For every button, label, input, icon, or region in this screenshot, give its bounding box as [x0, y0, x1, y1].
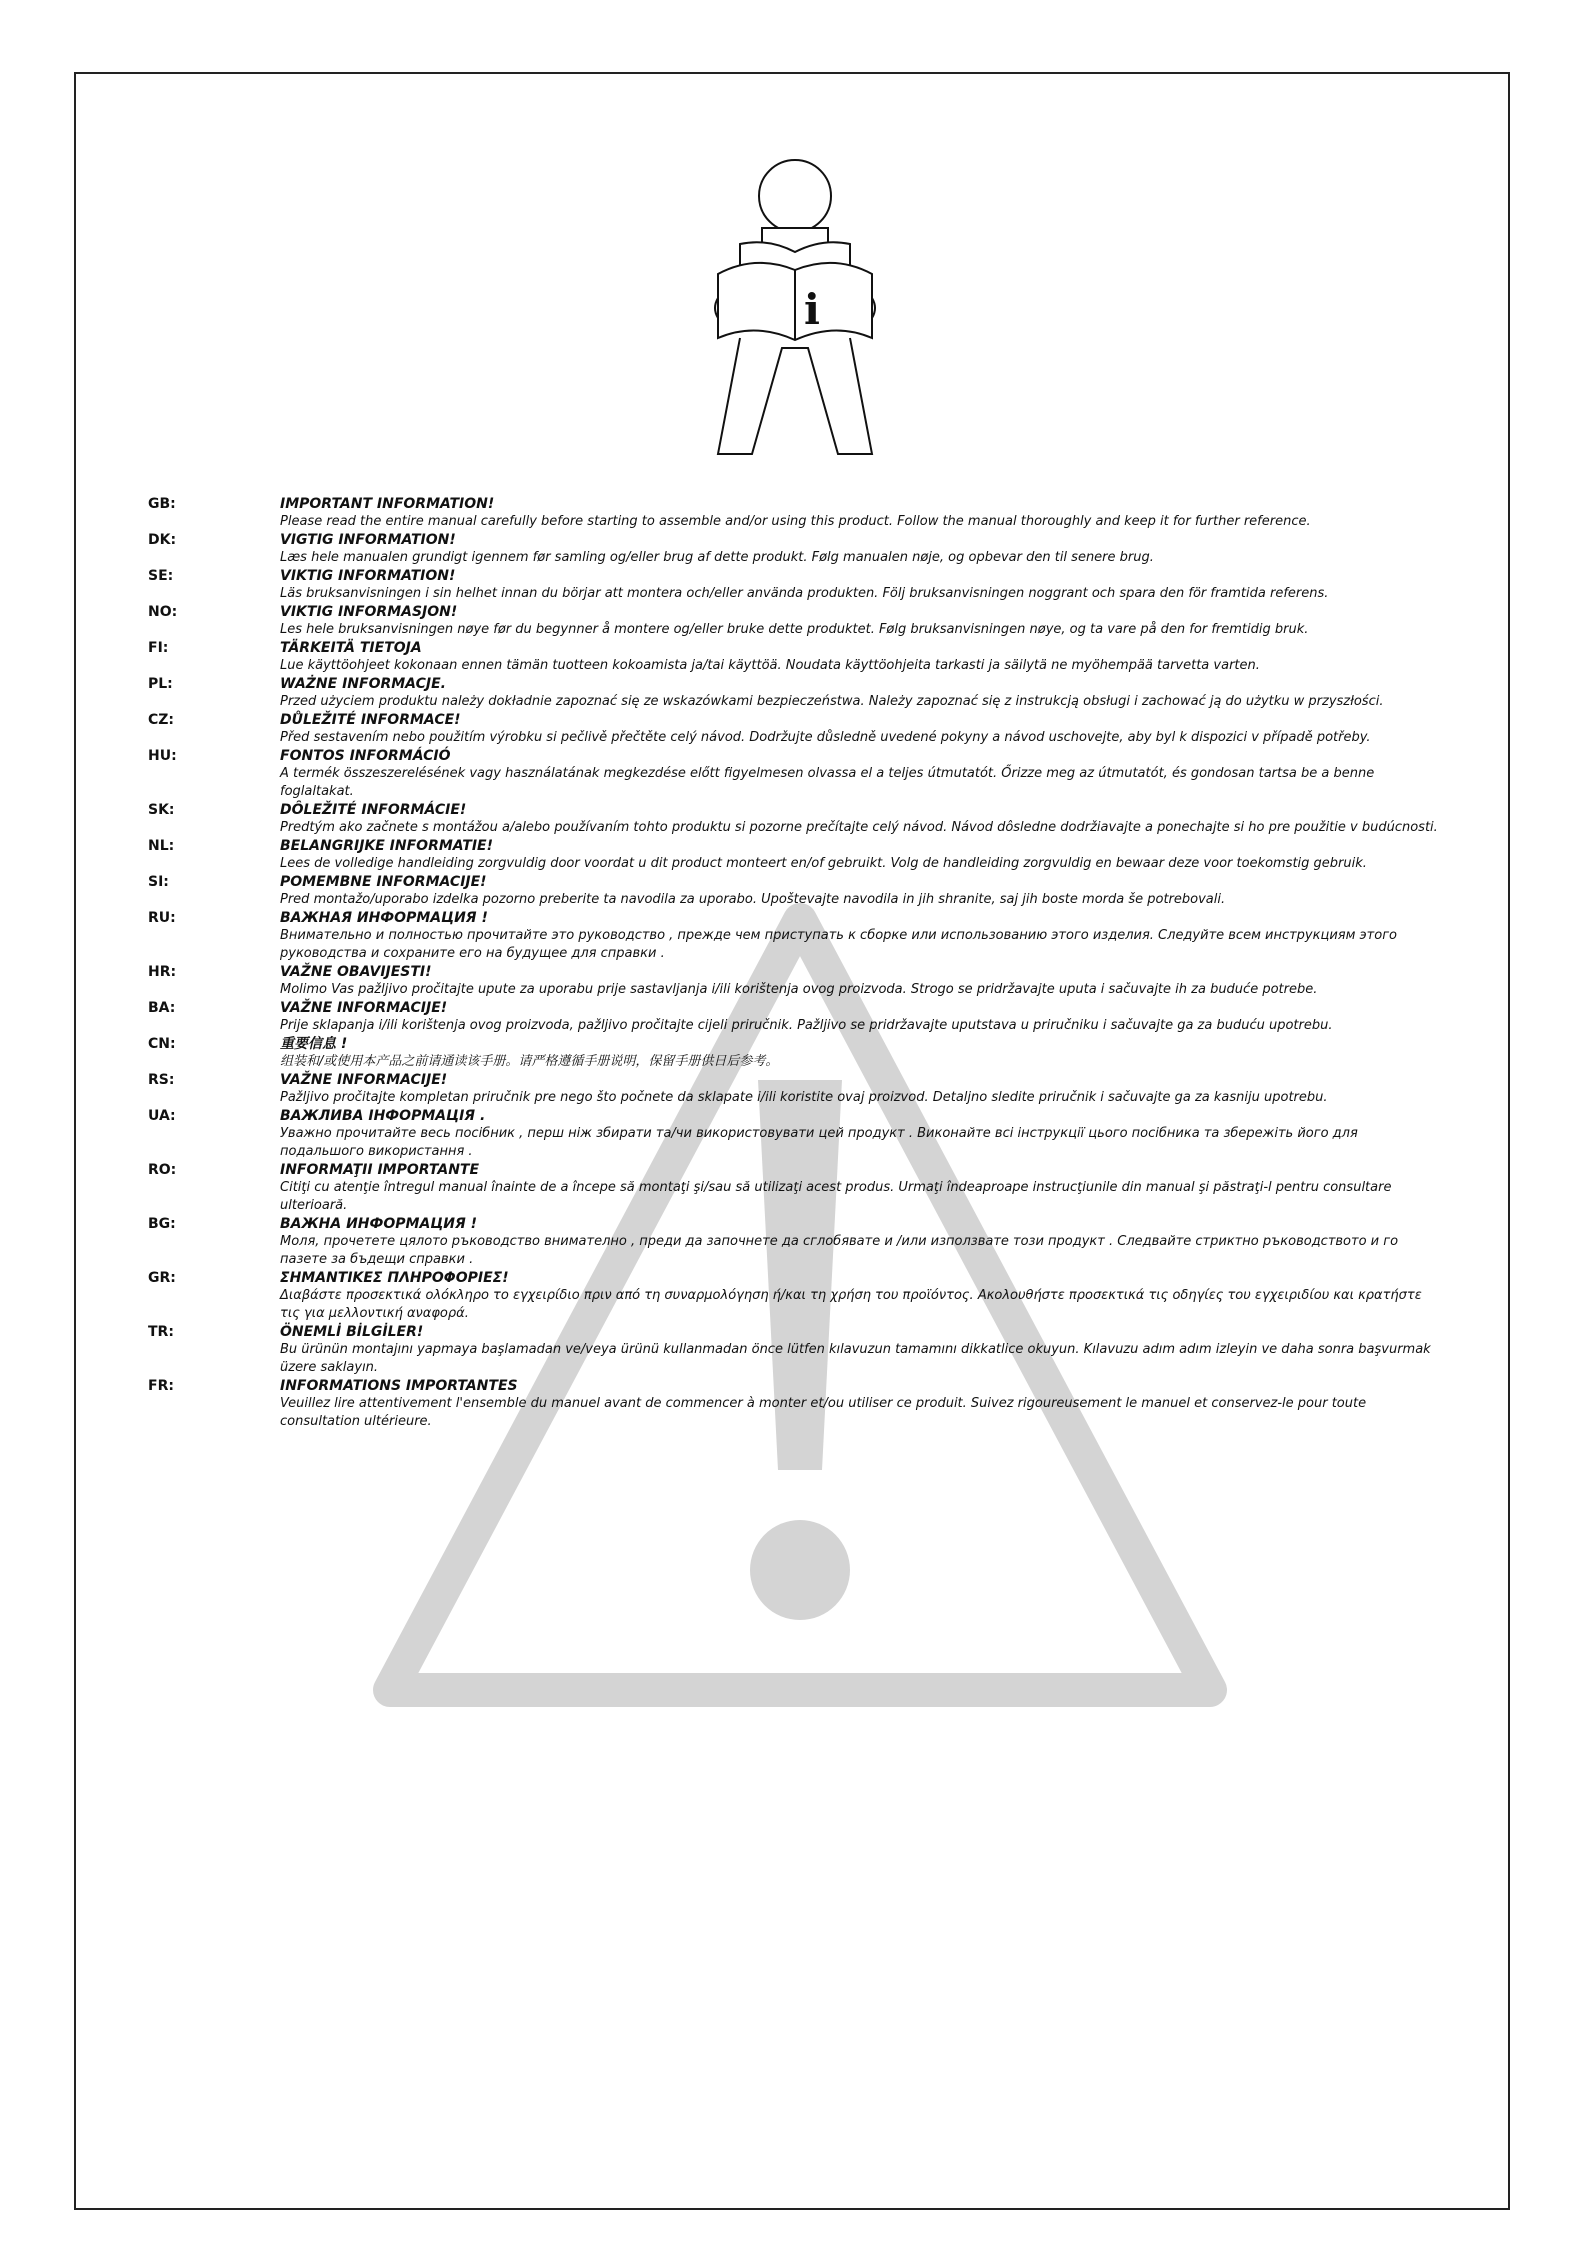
notice-text: Veuillez lire attentivement l'ensemble du manuel avant de commencer à monter et/ou utiliser ce produit. Suivez rigoureusement le manuel et conservez-le pour toute consultation ultérieure. [280, 1396, 1367, 1429]
notice-heading: FONTOS INFORMÁCIÓ [280, 748, 451, 764]
notice-body [280, 873, 1438, 909]
notice-body [280, 1269, 1438, 1323]
language-code: NL: [148, 838, 175, 854]
notice-text: Lees de volledige handleiding zorgvuldig door voordat u dit product monteert en/of gebruikt. Volg de handleiding zorgvuldig en bewaar deze voor toekomstig gebruik. [280, 856, 1367, 871]
notice-heading: IMPORTANT INFORMATION! [280, 496, 495, 512]
notice-hr [148, 963, 1438, 999]
notice-body [280, 711, 1438, 747]
info-glyph: i [804, 285, 820, 334]
notice-tr [148, 1323, 1438, 1377]
language-code: DK: [148, 532, 177, 548]
notice-body [280, 837, 1438, 873]
notice-heading: ВАЖНАЯ ИНФОРМАЦИЯ ! [280, 910, 488, 926]
notice-heading: ΣΗΜΑΝΤΙΚΕΣ ΠΛΗΡΟΦΟΡΙΕΣ! [280, 1270, 509, 1286]
notice-text: A termék összeszerelésének vagy használatának megkezdése előtt figyelmesen olvassa el a teljes útmutatót. Őrizze meg az útmutatót, és gondosan tartsa be a benne foglaltakat. [280, 766, 1375, 799]
language-code: HU: [148, 748, 177, 764]
notice-heading: ÖNEMLİ BİLGİLER! [280, 1324, 424, 1340]
language-code: SE: [148, 568, 174, 584]
notice-heading: VIKTIG INFORMATION! [280, 568, 456, 584]
notice-heading: POMEMBNE INFORMACIJE! [280, 874, 487, 890]
notice-text: Les hele bruksanvisningen nøye før du begynner å montere og/eller bruke dette produktet. Følg bruksanvisningen nøye, og ta vare på den for fremtidig bruk. [280, 622, 1309, 637]
notice-body [280, 531, 1438, 567]
notice-heading: ВАЖНА ИНФОРМАЦИЯ ! [280, 1216, 478, 1232]
notice-body [280, 999, 1438, 1035]
notice-si [148, 873, 1438, 909]
notice-no [148, 603, 1438, 639]
language-code: SI: [148, 874, 169, 890]
notice-text: Prije sklapanja i/ili korištenja ovog proizvoda, pažljivo pročitajte cijeli priručnik. Pažljivo se pridržavajte uputstava u priručniku i sačuvajte ga za buduću upotrebu. [280, 1018, 1333, 1033]
language-code: TR: [148, 1324, 174, 1340]
notice-body [280, 495, 1438, 531]
notice-text: Læs hele manualen grundigt igennem før samling og/eller brug af dette produkt. Følg manualen nøje, og opbevar den til senere brug. [280, 550, 1154, 565]
notice-heading: VAŽNE OBAVIJESTI! [280, 964, 432, 980]
notice-ua [148, 1107, 1438, 1161]
notice-body [280, 1071, 1438, 1107]
language-code: RU: [148, 910, 176, 926]
notice-ba [148, 999, 1438, 1035]
notice-body [280, 639, 1438, 675]
notice-text: Predtým ako začnete s montážou a/alebo používaním tohto produktu si pozorne prečítajte celý návod. Návod dôsledne dodržiavajte a ponechajte si ho pre použitie v budúcnosti. [280, 820, 1438, 835]
notice-body [280, 801, 1438, 837]
notice-heading: BELANGRIJKE INFORMATIE! [280, 838, 493, 854]
language-code: RO: [148, 1162, 177, 1178]
notice-se [148, 567, 1438, 603]
person-reading-manual-icon [700, 158, 890, 458]
language-code: PL: [148, 676, 173, 692]
language-code: CZ: [148, 712, 175, 728]
notice-heading: VAŽNE INFORMACIJE! [280, 1072, 448, 1088]
notice-heading: 重要信息 ! [280, 1036, 348, 1052]
notice-nl [148, 837, 1438, 873]
notice-gb [148, 495, 1438, 531]
notice-body [280, 1107, 1438, 1161]
notice-dk [148, 531, 1438, 567]
safety-notice-list [148, 495, 1438, 1431]
notice-body [280, 1161, 1438, 1215]
language-code: GR: [148, 1270, 176, 1286]
notice-text: Molimo Vas pažljivo pročitajte upute za uporabu prije sastavljanja i/ili korištenja ovog proizvoda. Strogo se pridržavajte uputa i sačuvajte ih za buduće potrebe. [280, 982, 1318, 997]
language-code: NO: [148, 604, 178, 620]
notice-heading: TÄRKEITÄ TIETOJA [280, 640, 422, 656]
notice-body [280, 963, 1438, 999]
notice-body [280, 909, 1438, 963]
notice-body [280, 1035, 1438, 1071]
notice-hu [148, 747, 1438, 801]
notice-heading: DÔLEŽITÉ INFORMÁCIE! [280, 802, 467, 818]
language-code: UA: [148, 1108, 176, 1124]
language-code: HR: [148, 964, 177, 980]
notice-text: Pred montažo/uporabo izdelka pozorno preberite ta navodila za uporabo. Upoštevajte navodila in jih shranite, saj jih boste morda še potrebovali. [280, 892, 1226, 907]
notice-rs [148, 1071, 1438, 1107]
notice-heading: DŮLEŽITÉ INFORMACE! [280, 712, 461, 728]
notice-heading: INFORMATIONS IMPORTANTES [280, 1378, 518, 1394]
notice-pl [148, 675, 1438, 711]
language-code: FI: [148, 640, 169, 656]
notice-sk [148, 801, 1438, 837]
notice-body [280, 675, 1438, 711]
language-code: RS: [148, 1072, 175, 1088]
notice-text: Citiţi cu atenţie întregul manual înainte de a începe să montaţi şi/sau să utilizaţi acest produs. Urmaţi îndeaproape instrucţiunile din manual şi păstraţi-l pentru consultare ulterioară. [280, 1180, 1392, 1213]
notice-body [280, 1323, 1438, 1377]
notice-fr [148, 1377, 1438, 1431]
notice-heading: INFORMAŢII IMPORTANTE [280, 1162, 480, 1178]
language-code: FR: [148, 1378, 174, 1394]
notice-body [280, 603, 1438, 639]
notice-text: Моля, прочетете цялото ръководство внимателно , преди да започнете да сглобявате и /или използвате този продукт . Следвайте стриктно ръководството и го пазете за бъдещи справки . [280, 1234, 1399, 1267]
language-code: SK: [148, 802, 175, 818]
notice-heading: ВАЖЛИВА ІНФОРМАЦІЯ . [280, 1108, 486, 1124]
notice-text: 组装和/或使用本产品之前请通读该手册。请严格遵循手册说明，保留手册供日后参考。 [280, 1054, 779, 1069]
notice-text: Przed użyciem produktu należy dokładnie zapoznać się ze wskazówkami bezpieczeństwa. Należy zapoznać się z instrukcją obsługi i zachować ją do użytku w przyszłości. [280, 694, 1384, 709]
notice-cz [148, 711, 1438, 747]
notice-bg [148, 1215, 1438, 1269]
notice-text: Внимательно и полностью прочитайте это руководство , прежде чем приступать к сборке или использованию этого изделия. Следуйте всем инструкциям этого руководства и сохраните его на будущее для справки . [280, 928, 1397, 961]
language-code: BA: [148, 1000, 176, 1016]
notice-text: Lue käyttöohjeet kokonaan ennen tämän tuotteen kokoamista ja/tai käyttöä. Noudata käyttöohjeita tarkasti ja säilytä ne myöhempää tarvetta varten. [280, 658, 1260, 673]
notice-text: Před sestavením nebo použitím výrobku si pečlivě přečtěte celý návod. Dodržujte důsledně uvedené pokyny a návod uschovejte, aby byl k dispozici v případě potřeby. [280, 730, 1371, 745]
notice-text: Pažljivo pročitajte kompletan priručnik pre nego što počnete da sklapate i/ili koristite ovaj proizvod. Detaljno sledite priručnik i sačuvajte ga za kasniju upotrebu. [280, 1090, 1328, 1105]
notice-cn [148, 1035, 1438, 1071]
notice-text: Διαβάστε προσεκτικά ολόκληρο το εγχειρίδιο πριν από τη συναρμολόγηση ή/και τη χρήση του προϊόντος. Ακολουθήστε προσεκτικά τις οδηγίες του εγχειριδίου και κρατήστε τις για μελλοντική αναφορά. [280, 1288, 1422, 1321]
notice-heading: VIGTIG INFORMATION! [280, 532, 456, 548]
language-code: BG: [148, 1216, 176, 1232]
notice-body [280, 567, 1438, 603]
notice-ro [148, 1161, 1438, 1215]
notice-text: Уважно прочитайте весь посібник , перш ніж збирати та/чи використовувати цей продукт . Виконайте всі інструкції цього посібника та збережіть його для подальшого використання . [280, 1126, 1358, 1159]
language-code: CN: [148, 1036, 176, 1052]
notice-text: Läs bruksanvisningen i sin helhet innan du börjar att montera och/eller använda produkten. Följ bruksanvisningen noggrant och spara den för framtida referens. [280, 586, 1329, 601]
notice-body [280, 747, 1438, 801]
notice-text: Please read the entire manual carefully before starting to assemble and/or using this product. Follow the manual thoroughly and keep it for further reference. [280, 514, 1311, 529]
notice-body [280, 1215, 1438, 1269]
notice-heading: VAŽNE INFORMACIJE! [280, 1000, 448, 1016]
notice-heading: WAŻNE INFORMACJE. [280, 676, 446, 692]
notice-heading: VIKTIG INFORMASJON! [280, 604, 458, 620]
notice-body [280, 1377, 1438, 1431]
notice-fi [148, 639, 1438, 675]
language-code: GB: [148, 496, 176, 512]
notice-text: Bu ürünün montajını yapmaya başlamadan ve/veya ürünü kullanmadan önce lütfen kılavuzun tamamını dikkatlice okuyun. Kılavuzu adım adım izleyin ve daha sonra başvurmak üzere saklayın. [280, 1342, 1431, 1375]
notice-ru [148, 909, 1438, 963]
notice-gr [148, 1269, 1438, 1323]
